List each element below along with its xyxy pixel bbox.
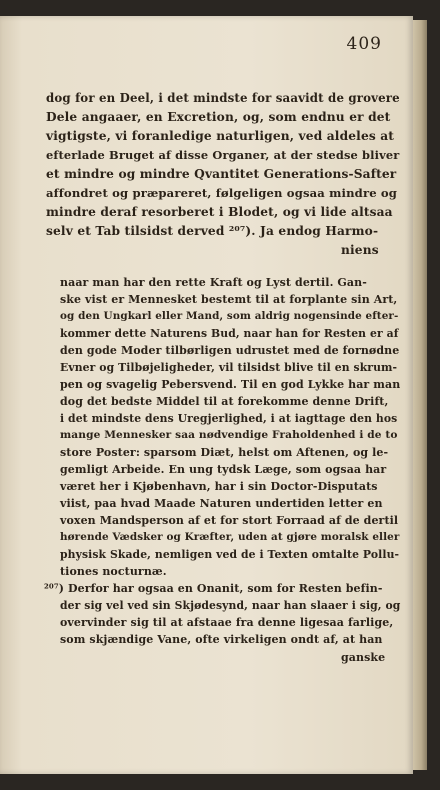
main-text-line: efterlade Bruget af disse Organer, at der stedse bliver xyxy=(46,148,400,162)
note-text-line: og den Ungkarl eller Mand, som aldrig nogensinde efter- xyxy=(60,310,399,322)
main-text-line: Dele angaaer, en Excretion, og, som endnu er det xyxy=(46,110,391,124)
note-text-line: pen og svagelig Pebersvend. Til en god Lykke har man xyxy=(60,378,401,391)
note-text-line: i det mindste dens Uregjerlighed, i at iagttage den hos xyxy=(60,412,398,425)
note-text-line: ske vist er Mennesket bestemt til at forplante sin Art, xyxy=(60,293,398,306)
main-text-line: mindre deraf resorberet i Blodet, og vi lide altsaa xyxy=(46,205,393,219)
note-text-line: viist, paa hvad Maade Naturen undertiden letter en xyxy=(60,497,383,510)
catchword: niens xyxy=(341,243,379,257)
footnote-line: der sig vel ved sin Skjødesynd, naar han slaaer i sig, og xyxy=(60,599,401,612)
note-text-line: dog det bedste Middel til at forekomme denne Drift, xyxy=(60,395,389,408)
footnote-line: ²⁰⁷) Derfor har ogsaa en Onanit, som for Resten befin- xyxy=(44,582,383,595)
page-edge xyxy=(413,20,427,770)
note-text-line: den gode Moder tilbørligen udrustet med de fornødne xyxy=(60,344,400,357)
main-text-line: dog for en Deel, i det mindste for saavidt de grovere xyxy=(46,91,400,105)
main-text-line: selv et Tab tilsidst derved ²⁰⁷). Ja endog Harmo- xyxy=(46,224,379,238)
footnote-line: overvinder sig til at afstaae fra denne ligesaa farlige, xyxy=(60,616,394,629)
footnote-line: som skjændige Vane, ofte virkeligen ondt af, at han xyxy=(60,633,383,646)
main-text-line: affondret og præpareret, følgeligen ogsaa mindre og xyxy=(46,186,398,200)
main-text-line: et mindre og mindre Qvantitet Generations-Safter xyxy=(46,167,397,181)
note-text-line: kommer dette Naturens Bud, naar han for Resten er af xyxy=(60,327,399,340)
note-text-line: voxen Mandsperson af et for stort Forraad af de dertil xyxy=(60,514,399,527)
note-text-line: store Poster: sparsom Diæt, helst om Aftenen, og le- xyxy=(60,446,389,459)
note-text-line: hørende Vædsker og Kræfter, uden at gjøre moralsk eller xyxy=(60,531,400,543)
catchword: ganske xyxy=(341,651,386,664)
note-text-line: naar man har den rette Kraft og Lyst dertil. Gan- xyxy=(60,276,367,289)
note-text-line: været her i Kjøbenhavn, har i sin Doctor-Disputats xyxy=(60,480,378,493)
note-text-line: tiones nocturnæ. xyxy=(60,565,167,578)
note-text-line: mange Mennesker saa nødvendige Fraholdenhed i de to xyxy=(60,429,398,441)
main-text-line: vigtigste, vi foranledige naturligen, ved aldeles at xyxy=(46,129,395,143)
note-text-line: gemligt Arbeide. En ung tydsk Læge, som ogsaa har xyxy=(60,463,387,476)
page-number: 409 xyxy=(346,34,382,54)
note-text-line: Evner og Tilbøjeligheder, vil tilsidst blive til en skrum- xyxy=(60,361,398,374)
note-text-line: physisk Skade, nemligen ved de i Texten omtalte Pollu- xyxy=(60,548,400,561)
